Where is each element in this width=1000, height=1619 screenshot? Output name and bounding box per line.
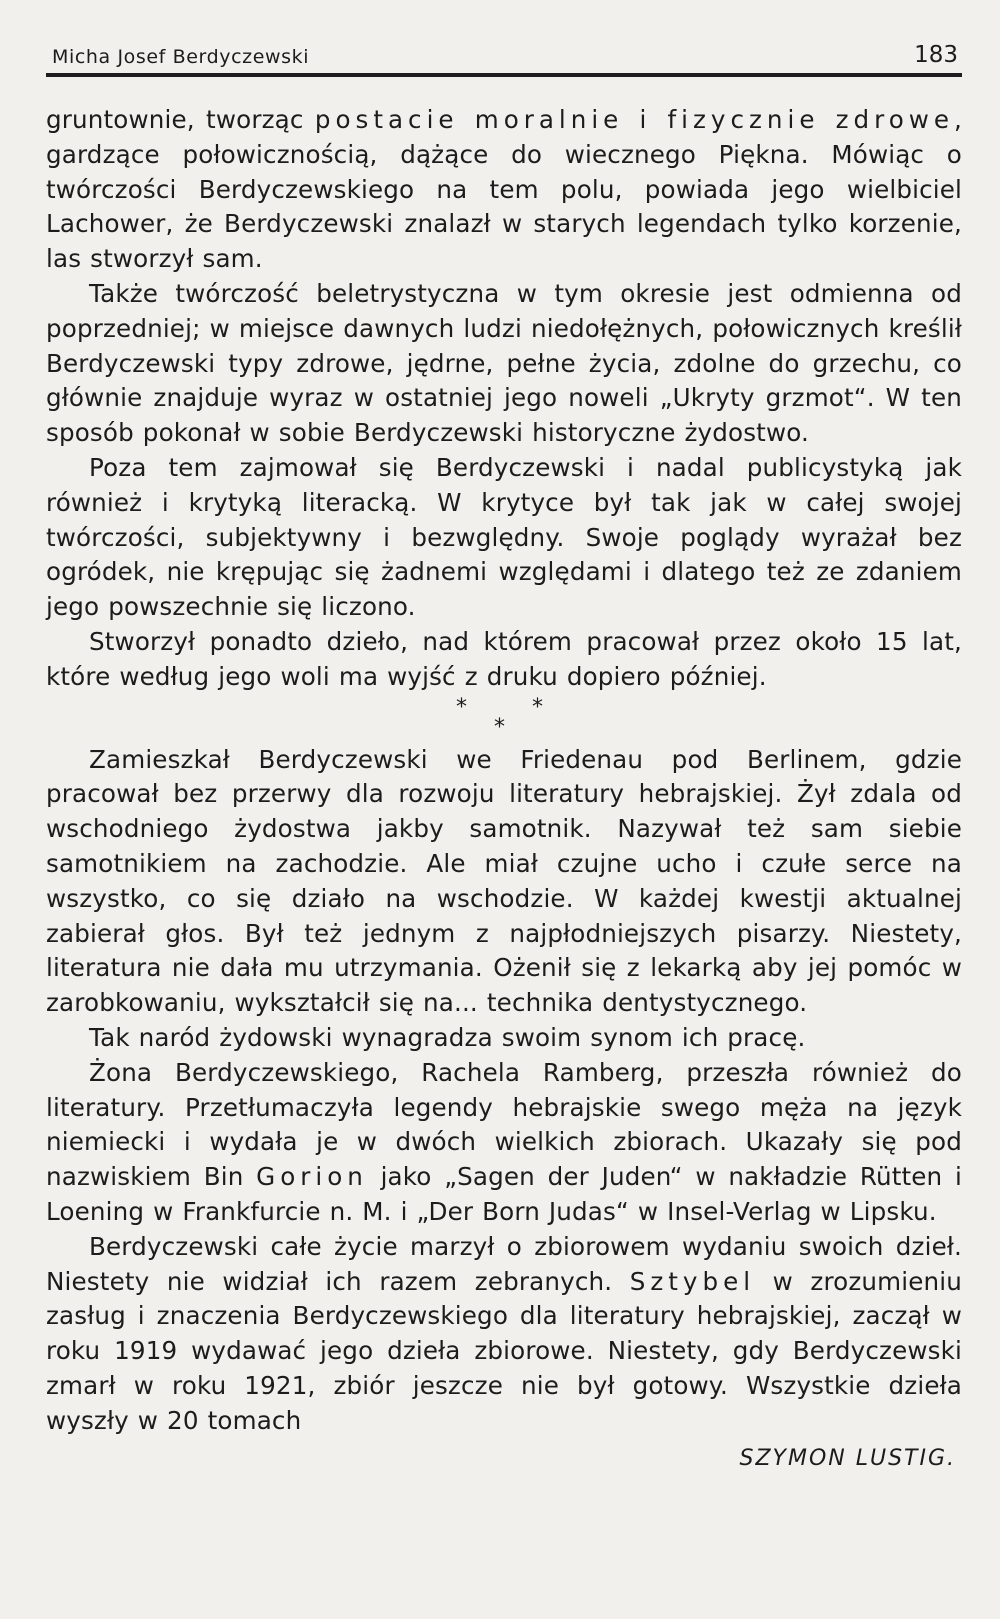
author-signature: SZYMON LUSTIG. [739, 1446, 956, 1472]
text-run: w zrozumieniu zasług i znaczenia Berdyczewskiego dla literatury hebrajskiej, zaczął w roku 1919 wydawać jego dzieła zbiorowe. Niestety, gdy Berdyczewski zmarł w roku 1921, zbiór jeszcze nie był gotowy. Wszystkie dzieła wyszły w 20 tomach [46, 1266, 962, 1435]
body-text [46, 103, 962, 1438]
emphasized-text: postacie moralnie i fizycznie zdrowe [314, 105, 955, 134]
page-number: 183 [914, 42, 958, 68]
text-run: Żona Berdyczewskiego, Rachela Ramberg, przeszła również do literatury. Przetłumaczyła legendy hebrajskie swego męża na język niemiecki i wydała je w dwóch wielkich zbiorach. Ukazały się pod nazwiskiem Bin [46, 1057, 962, 1192]
running-title: Micha Josef Berdyczewski [52, 46, 310, 68]
paragraph: Zamieszkał Berdyczewski we Friedenau pod Berlinem, gdzie pracował bez przerwy dla rozwoju literatury hebrajskiej. Żył zdala od wschodniego żydostwa jakby samotnik. Nazywał też sam siebie samotnikiem na zachodzie. Ale miał czujne ucho i czułe serce na wszystko, co się działo na wschodzie. W każdej kwestji aktualnej zabierał głos. Był też jednym z najpłodniejszych pisarzy. Niestety, literatura nie dała mu utrzymania. Ożenił się z lekarką aby jej pomóc w zarobkowaniu, wykształcił się na... technika dentystycznego. [46, 744, 962, 1018]
paragraph [46, 1230, 962, 1439]
paragraph [46, 103, 962, 277]
paragraph: Także twórczość beletrystyczna w tym okresie jest odmienna od poprzedniej; w miejsce dawnych ludzi niedołężnych, połowicznych kreślił Berdyczewski typy zdrowe, jędrne, pełne życia, zdolne do grzechu, co głównie znajduje wyraz w ostatniej jego noweli „Ukryty grzmot“. W ten sposób pokonał w sobie Berdyczewski historyczne żydostwo. [46, 278, 962, 448]
paragraph [46, 1056, 962, 1230]
text-run: Berdyczewski całe życie marzył o zbiorowem wydaniu swoich dzieł. Niestety nie widział ich razem zebranych. [46, 1231, 962, 1296]
paragraph: Poza tem zajmował się Berdyczewski i nadal publicystyką jak również i krytyką literacką. W krytyce był tak jak w całej swojej twórczości, subjektywny i bezwględny. Swoje poglądy wyrażał bez ogródek, nie krępując się żadnemi względami i dlatego też ze zdaniem jego powszechnie się liczono. [46, 452, 962, 622]
asterisk: * [456, 694, 468, 720]
header-rule [46, 73, 962, 77]
page-header [46, 32, 962, 68]
text-run: , gardzące połowicznością, dążące do wiecznego Piękna. Mówiąc o twórczości Berdyczewskiego na tem polu, powiada jego wielbiciel Lachower, że Berdyczewski znalazł w starych legendach tylko korzenie, las stworzył sam. [46, 105, 962, 274]
text-run: gruntownie, tworząc [46, 105, 315, 134]
asterisk: * [532, 694, 544, 720]
paragraph: Stworzył ponadto dzieło, nad którem pracował przez około 15 lat, które według jego woli ma wyjść z druku dopiero później. [46, 626, 962, 691]
paragraph: Tak naród żydowski wynagradza swoim synom ich pracę. [89, 1022, 806, 1052]
text-run: jako „Sagen der Juden“ w nakładzie Rütten i Loening w Frankfurcie n. M. i „Der Born Judas“ w Insel-Verlag w Lipsku. [46, 1162, 962, 1226]
emphasized-text: Sztybel [629, 1266, 756, 1296]
emphasized-text: Gorion [256, 1162, 368, 1192]
asterisk: * [494, 714, 506, 740]
section-divider [46, 695, 962, 743]
